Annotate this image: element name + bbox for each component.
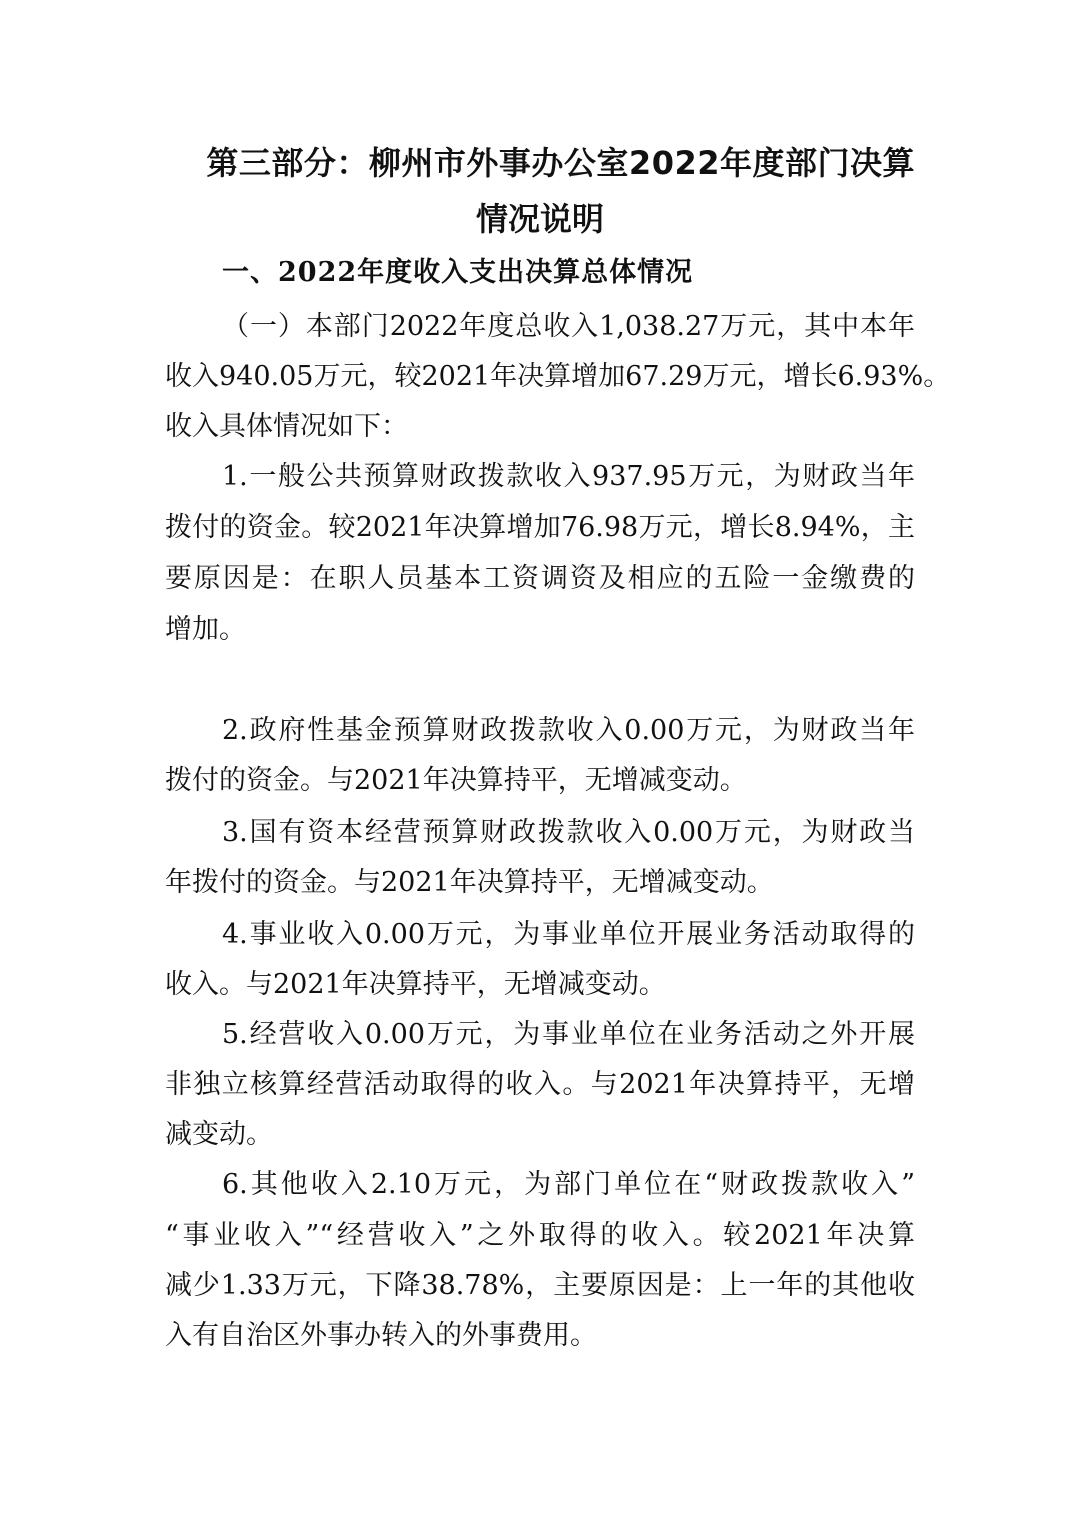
paragraph-line: 收入940.05万元，较2021年决算增加67.29万元，增长6.93%。 bbox=[165, 361, 951, 392]
paragraph-line: 入有自治区外事办转入的外事费用。 bbox=[165, 1320, 597, 1351]
paragraph-line: 3.国有资本经营预算财政拨款收入0.00万元，为财政当 bbox=[222, 817, 915, 848]
paragraph-line: 增加。 bbox=[165, 614, 246, 645]
paragraph-line: 1.一般公共预算财政拨款收入937.95万元，为财政当年 bbox=[222, 461, 915, 492]
paragraph-line: （一）本部门2022年度总收入1,038.27万元，其中本年 bbox=[222, 311, 915, 342]
paragraph-line: 拨付的资金。与2021年决算持平，无增减变动。 bbox=[165, 765, 747, 796]
paragraph-line: 收入。与2021年决算持平，无增减变动。 bbox=[165, 969, 666, 1000]
paragraph-line: 6.其他收入2.10万元，为部门单位在“财政拨款收入” bbox=[222, 1169, 915, 1200]
section-heading: 一、2022年度收入支出决算总体情况 bbox=[222, 257, 694, 288]
paragraph-line: 要原因是：在职人员基本工资调资及相应的五险一金缴费的 bbox=[165, 563, 915, 594]
paragraph-line: 2.政府性基金预算财政拨款收入0.00万元，为财政当年 bbox=[222, 715, 915, 746]
document-title: 第三部分：柳州市外事办公室2022年度部门决算 bbox=[206, 144, 915, 182]
paragraph-line: “事业收入”“经营收入”之外取得的收入。较2021年决算 bbox=[165, 1220, 915, 1251]
paragraph-line: 非独立核算经营活动取得的收入。与2021年决算持平，无增 bbox=[165, 1069, 915, 1100]
document-title-continued: 情况说明 bbox=[475, 200, 604, 238]
paragraph-line: 拨付的资金。较2021年决算增加76.98万元，增长8.94%，主 bbox=[165, 512, 915, 543]
paragraph-line: 减变动。 bbox=[165, 1119, 273, 1150]
paragraph-line: 减少1.33万元，下降38.78%，主要原因是：上一年的其他收 bbox=[165, 1270, 915, 1301]
paragraph-line: 4.事业收入0.00万元，为事业单位开展业务活动取得的 bbox=[222, 919, 915, 950]
paragraph-line: 5.经营收入0.00万元，为事业单位在业务活动之外开展 bbox=[222, 1019, 915, 1050]
paragraph-line: 年拨付的资金。与2021年决算持平，无增减变动。 bbox=[165, 867, 774, 898]
paragraph-line: 收入具体情况如下： bbox=[165, 411, 408, 442]
